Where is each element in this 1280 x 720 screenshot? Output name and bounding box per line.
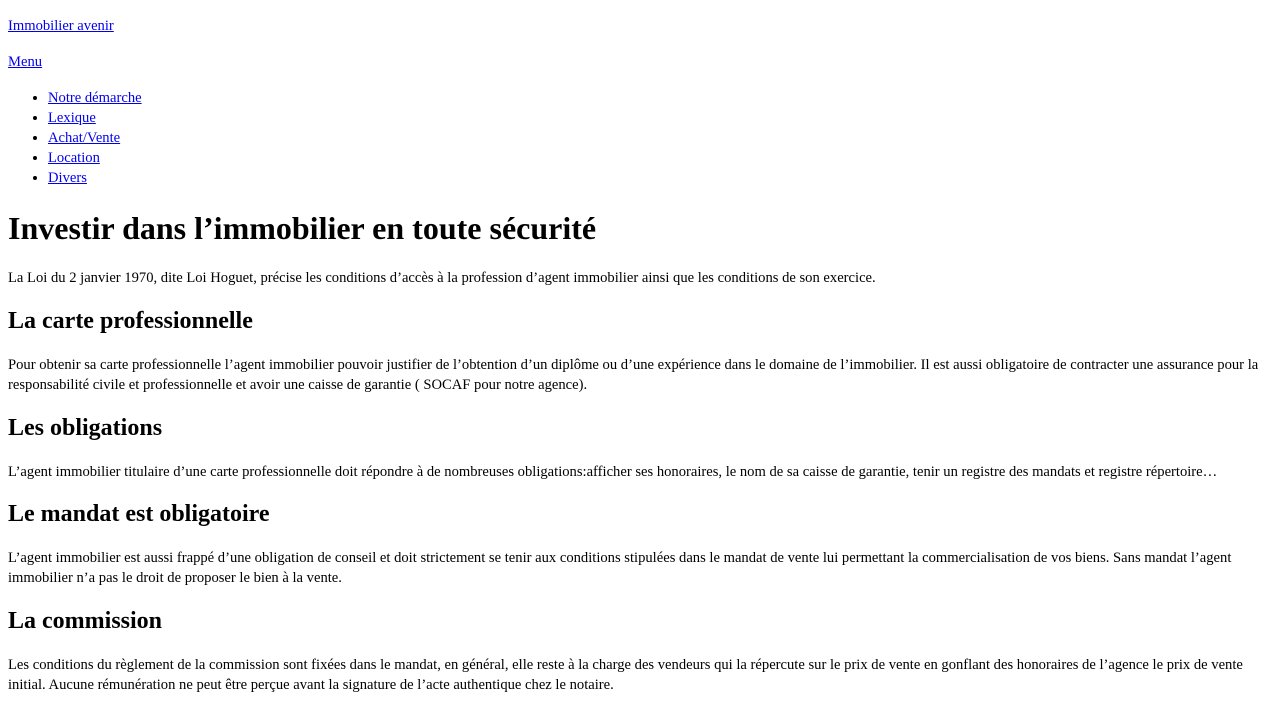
section-text-obligations: L’agent immobilier titulaire d’une carte professionnelle doit répondre à de nombreuses obligations:afficher ses honoraires, le nom de sa caisse de garantie, tenir un registre des mandats et registre répertoire…	[8, 464, 1218, 480]
site-title	[8, 16, 114, 36]
section-text-commission: Les conditions du règlement de la commission sont fixées dans le mandat, en général, elle reste à la charge des vendeurs qui la répercute sur le prix de vente en gonflant des honoraires de l’agence le prix de vente initial. Aucune rémunération ne peut être perçue avant la signature de l’acte authentique chez le notaire.	[8, 657, 1243, 693]
section-text-carte: Pour obtenir sa carte professionnelle l’agent immobilier pouvoir justifier de l’obtention d’un diplôme ou d’une expérience dans le domaine de l’immobilier. Il est aussi obligatoire de contracter une assurance pour la responsabilité civile et professionnelle et avoir une caisse de garantie ( SOCAF pour notre agence).	[8, 357, 1259, 393]
nav-link-notre-demarche[interactable]: Notre démarche	[48, 90, 142, 106]
menu-toggle-link[interactable]: Menu	[8, 54, 43, 70]
nav-link-divers[interactable]: Divers	[48, 170, 87, 186]
nav-link-lexique[interactable]: Lexique	[48, 110, 96, 126]
nav-item-achat-vente	[48, 128, 142, 148]
nav-item-notre-demarche	[48, 88, 142, 108]
page-title: Investir dans l’immobilier en toute sécurité	[8, 210, 597, 246]
main-nav	[8, 88, 142, 188]
section-heading-obligations: Les obligations	[8, 415, 163, 441]
section-heading-commission: La commission	[8, 608, 163, 634]
section-heading-carte: La carte professionnelle	[8, 308, 253, 334]
nav-item-location	[48, 148, 142, 168]
intro-paragraph: La Loi du 2 janvier 1970, dite Loi Hoguet, précise les conditions d’accès à la profession d’agent immobilier ainsi que les conditions de son exercice.	[8, 270, 876, 286]
nav-link-location[interactable]: Location	[48, 150, 100, 166]
nav-item-lexique	[48, 108, 142, 128]
nav-link-achat-vente[interactable]: Achat/Vente	[48, 130, 121, 146]
nav-item-divers	[48, 168, 142, 188]
site-title-link[interactable]: Immobilier avenir	[8, 18, 114, 34]
section-text-mandat: L’agent immobilier est aussi frappé d’une obligation de conseil et doit strictement se tenir aux conditions stipulées dans le mandat de vente lui permettant la commercialisation de vos biens. Sans mandat l’agent immobilier n’a pas le droit de proposer le bien à la vente.	[8, 550, 1232, 586]
menu-toggle	[8, 52, 42, 72]
section-heading-mandat: Le mandat est obligatoire	[8, 501, 270, 527]
